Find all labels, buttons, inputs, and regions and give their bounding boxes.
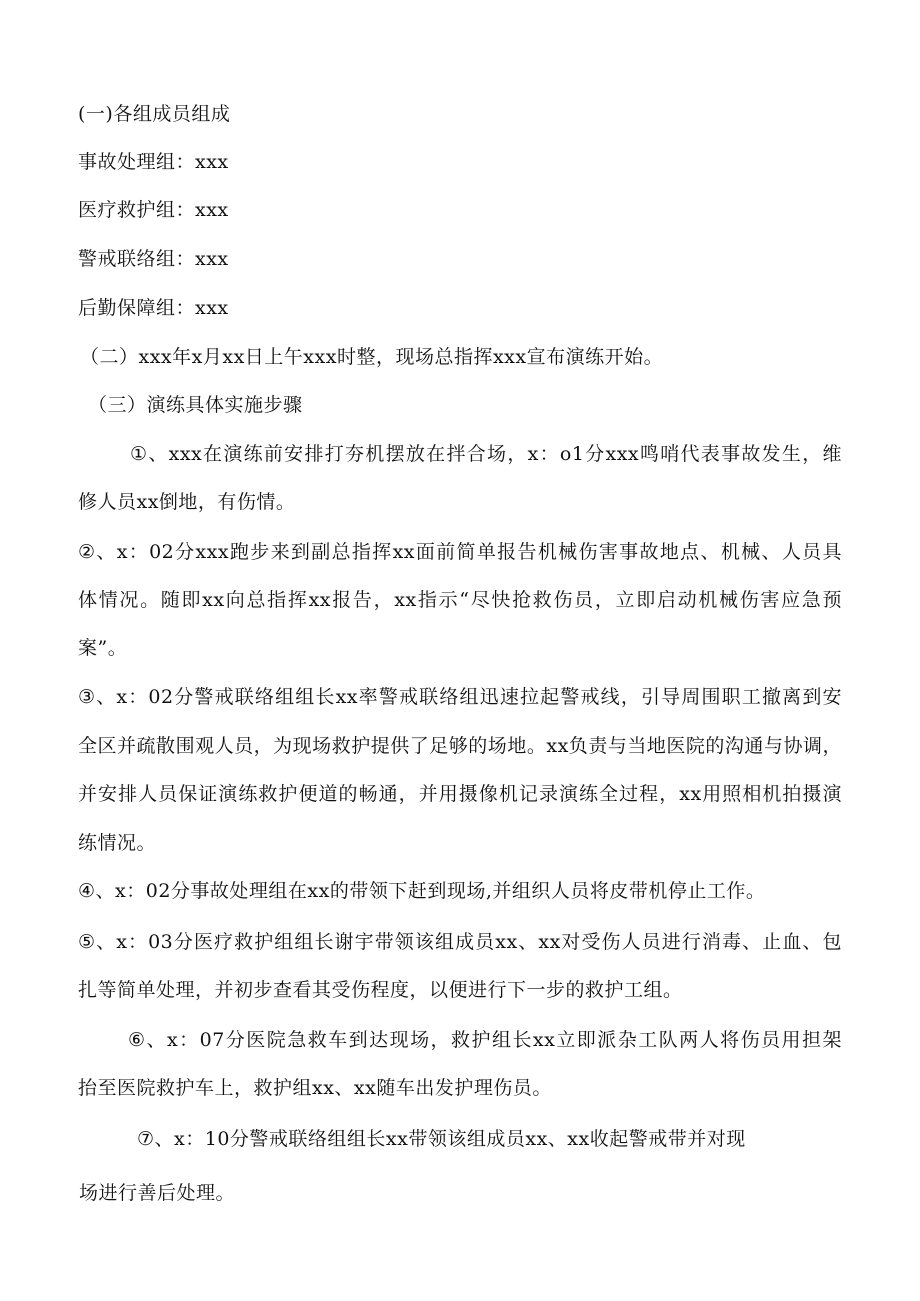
- step-3-line-1: ③、x：02分警戒联络组组长xx率警戒联络组迅速拉起警戒线，引导周围职工撤离到安: [78, 686, 842, 708]
- step-3-line-2: 全区并疏散围观人员，为现场救护提供了足够的场地。xx负责与当地医院的沟通与协调，: [78, 735, 842, 757]
- step-3-line-4: 练情况。: [78, 832, 157, 854]
- step-4-line-1: ④、x：02分事故处理组在xx的带领下赶到现场,并组织人员将皮带机停止工作。: [78, 880, 766, 902]
- member-accident-handling: 事故处理组：xxx: [78, 151, 229, 173]
- step-5-line-1: ⑤、x：03分医疗救护组组长谢宇带领该组成员xx、xx对受伤人员进行消毒、止血、包: [78, 931, 842, 953]
- section1-heading: (一)各组成员组成: [78, 103, 231, 125]
- step-7-line-2: 场进行善后处理。: [79, 1182, 236, 1204]
- step-5-line-2: 扎等简单处理，并初步查看其受伤程度，以便进行下一步的救护工组。: [78, 979, 683, 1001]
- step-6-line-1: ⑥、x：07分医院急救车到达现场，救护组长xx立即派杂工队两人将伤员用担架: [128, 1029, 842, 1051]
- step-2-line-3: 案”。: [78, 637, 128, 659]
- section2-text: （二）xxx年x月xx日上午xxx时整，现场总指挥xxx宣布演练开始。: [80, 346, 664, 368]
- step-6-line-2: 抬至医院救护车上，救护组xx、xx随车出发护理伤员。: [78, 1077, 552, 1099]
- step-7-line-1: ⑦、x：10分警戒联络组组长xx带领该组成员xx、xx收起警戒带并对现: [137, 1128, 746, 1150]
- step-1-line-1: ①、xxx在演练前安排打夯机摆放在拌合场，x：o1分xxx鸣哨代表事故发生，维: [130, 443, 842, 465]
- member-logistics: 后勤保障组：xxx: [78, 297, 229, 319]
- step-1-line-2: 修人员xx倒地，有伤情。: [78, 491, 296, 513]
- step-2-line-2: 体情况。随即xx向总指挥xx报告，xx指示“尽快抢救伤员，立即启动机械伤害应急预: [78, 589, 842, 611]
- member-security-liaison: 警戒联络组：xxx: [78, 248, 229, 270]
- section3-heading: （三）演练具体实施步骤: [88, 394, 303, 416]
- step-3-line-3: 并安排人员保证演练救护便道的畅通，并用摄像机记录演练全过程，xx用照相机拍摄演: [78, 783, 842, 805]
- step-2-line-1: ②、x：02分xxx跑步来到副总指挥xx面前简单报告机械伤害事故地点、机械、人员具: [78, 541, 842, 563]
- member-medical-rescue: 医疗救护组：xxx: [78, 199, 229, 221]
